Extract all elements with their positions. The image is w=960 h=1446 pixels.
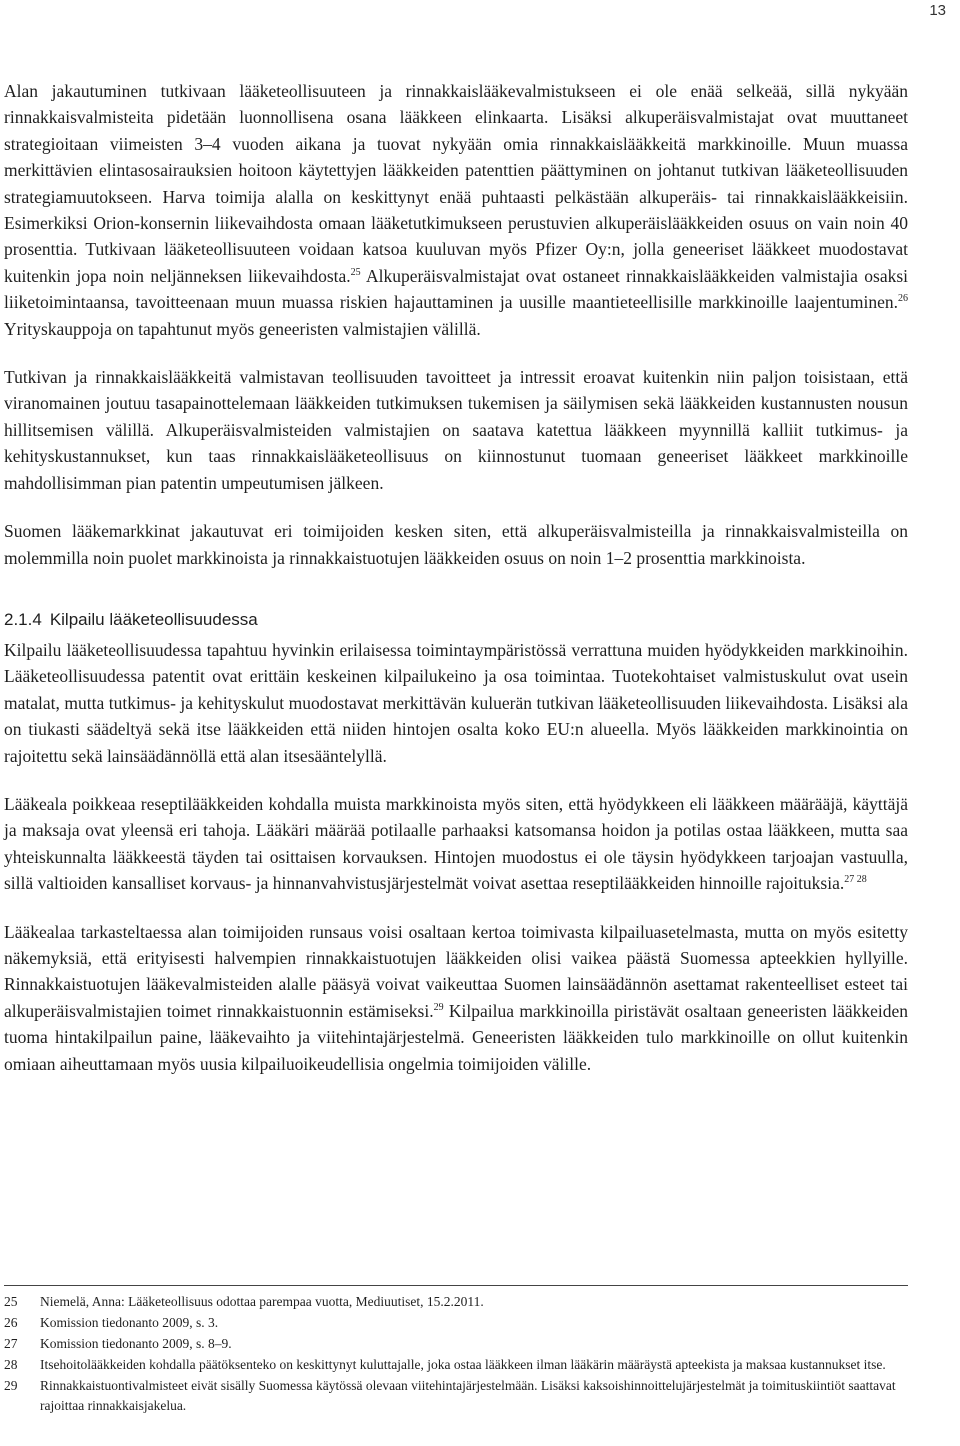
- footnote: [4, 1376, 908, 1416]
- footnote-list: [4, 1292, 908, 1416]
- footnote: [4, 1334, 908, 1354]
- footnote-divider: [4, 1285, 908, 1286]
- page-number: 13: [929, 2, 946, 19]
- section-title: Kilpailu lääketeollisuudessa: [49, 609, 258, 629]
- footnote-number: 29: [4, 1378, 18, 1393]
- footnote-number: 28: [4, 1357, 18, 1372]
- paragraph-text: Kilpailu lääketeollisuudessa tapahtuu hyvinkin erilaisessa toimintaympäristössä verrattuna muiden hyödykkeiden markkinoihin. Lääketeollisuudessa patentit ovat erittäin keskeinen kilpailukeino ja osa toimintaa. Tuotekohtaiset valmistuskulut ovat usein matalat, mutta tutkimus- ja kehityskulut muodostavat merkittävän kuluerän tutkivan lääketeollisuuden liikevaihdosta. Lisäksi ala on tiukasti säädeltyä sekä itse lääkkeiden että niiden hintojen osalta koko EU:n alueella. Myös lääkkeiden markkinointia on rajoitettu sekä lainsäädännöllä että alan itsesääntelyllä.: [4, 639, 908, 766]
- footnote-number: 27: [4, 1336, 18, 1351]
- paragraph-text: Alan jakautuminen tutkivaan lääketeollisuuteen ja rinnakkaislääkevalmistukseen ei ole enää selkeää, sillä nykyään rinnakkaisvalmisteita pidetään luonnollisena osana lääkkeen elinkaarta. Lisäksi alkuperäisvalmistajat ovat muuttaneet strategioitaan viimeisten 3–4 vuoden aikana ja tuovat nykyään omia rinnakkaislääkkeitä markkinoille. Muun muassa merkittävien elintasosairauksien hoitoon käytettyjen lääkkeiden patenttien päättyminen on johtanut tutkivan lääketeollisuuden strategiamuutokseen. Harva toimija alalla on keskittynyt enää puhtaasti pelkästään alkuperäis- tai rinnakkaislääkkeisiin. Esimerkiksi Orion-konsernin liikevaihdosta omaan lääketutkimukseen perustuvien alkuperäislääkkeiden osuus on vain noin 40 prosenttia. Tutkivaan lääketeollisuuteen voidaan katsoa kuuluvan myös Pfizer Oy:n, jolla geneeriset lääkkeet muodostavat kuitenkin jopa noin neljänneksen liikevaihdosta.: [4, 81, 908, 286]
- paragraph-text: Yrityskauppoja on tapahtunut myös geneeristen valmistajien välillä.: [4, 318, 481, 339]
- footnote: [4, 1313, 908, 1333]
- footnote: [4, 1355, 908, 1375]
- footnote-text: Rinnakkaistuontivalmisteet eivät sisälly Suomessa käytössä olevaan viitehintajärjestelmään. Lisäksi kaksoishinnoittelujärjestelmät ja toimituskiintiöt saattavat rajoittaa rinnakkaisjakelua.: [40, 1378, 896, 1413]
- footnote: [4, 1292, 908, 1312]
- paragraph-text: Kilpailua markkinoilla piristävät osaltaan geneeristen lääkkeiden tuoma hintakilpailun paine, lääkevaihto ja viitehintajärjestelmä. Geneeristen lääkkeiden tulo markkinoille on ollut kuitenkin omiaan aiheuttamaan myös uusia kilpailuoikeudellisia ongelmia toimijoiden välille.: [4, 1000, 909, 1074]
- paragraph-text: Tutkivan ja rinnakkaislääkkeitä valmistavan teollisuuden tavoitteet ja intressit eroavat kuitenkin niin paljon toisistaan, että viranomainen joutuu tasapainottelemaan lääkkeiden tutkimuksen tukemisen ja säilymisen sekä lääkkeiden kustannusten nousun hillitsemisen välillä. Alkuperäisvalmisteiden valmistajien on saatava katettua lääkkeen myynnillä kalliit tutkimus- ja kehityskustannukset, kun taas rinnakkaislääketeollisuus on kiinnostunut tuomaan geneeriset lääkkeet markkinoille mahdollisimman pian patentin umpeutumisen jälkeen.: [4, 367, 908, 493]
- body-text: [4, 78, 908, 1099]
- footnote-number: 26: [4, 1315, 18, 1330]
- paragraph: [4, 919, 908, 1077]
- paragraph: [4, 637, 908, 769]
- section-number: 2.1.4: [4, 609, 42, 629]
- footnote-reference: 26: [898, 293, 908, 305]
- paragraph-text: Lääkealaa tarkasteltaessa alan toimijoiden runsaus voisi osaltaan kertoa toimivasta kilpailuasetelmasta, mutta on myös esitetty näkemyksiä, että erityisesti halvempien rinnakkaistuotujen lääkkeiden olisi vaikea päästä Suomessa apteekkien hyllyille. Rinnakkaistuotujen lääkevalmisteiden alalle pääsyä voivat vaikeuttaa Suomen lainsäädännön asettamat rakenteelliset esteet tai alkuperäisvalmistajien toimet rinnakkaistuonnin estämiseksi.: [4, 921, 908, 1021]
- paragraph-text: Lääkeala poikkeaa reseptilääkkeiden kohdalla muista markkinoista myös siten, että hyödykkeen eli lääkkeen määrääjä, käyttäjä ja maksaja ovat yleensä eri tahoja. Lääkäri määrää potilaalle parhaaksi katsomansa hoidon ja potilas ostaa lääkkeen, mutta saa yhteiskunnalta lääkkeestä täyden tai osittaisen korvauksen. Hintojen muodostus ei ole täysin hyödykkeen tarjoajan vastuulla, sillä valtioiden kansalliset korvaus- ja hinnanvahvistusjärjestelmät voivat asettaa reseptilääkkeiden hinnoille rajoituksia.: [4, 793, 908, 894]
- footnote-text: Itsehoitolääkkeiden kohdalla päätöksenteko on keskittynyt kuluttajalle, joka ostaa lääkkeen ilman lääkärin määräystä apteekista ja maksaa kustannukset itse.: [40, 1357, 886, 1372]
- paragraph: [4, 518, 908, 571]
- paragraph: [4, 791, 908, 897]
- paragraph-text: Suomen lääkemarkkinat jakautuvat eri toimijoiden kesken siten, että alkuperäisvalmisteilla ja rinnakkaisvalmisteilla on molemmilla noin puolet markkinoista ja rinnakkaistuotujen lääkkeiden osuus on noin 1–2 prosenttia markkinoista.: [4, 521, 908, 568]
- paragraph-group-bottom: [4, 637, 908, 1077]
- footnote-number: 25: [4, 1294, 18, 1309]
- footnote-reference: 25: [350, 266, 361, 278]
- footnote-text: Komission tiedonanto 2009, s. 3.: [40, 1315, 219, 1330]
- paragraph: [4, 78, 908, 342]
- footnote-reference: 29: [433, 1001, 444, 1013]
- footnote-reference: 27 28: [844, 874, 867, 886]
- footnotes: [4, 1285, 908, 1417]
- footnote-text: Komission tiedonanto 2009, s. 8–9.: [40, 1336, 232, 1351]
- section-heading: [4, 607, 908, 633]
- footnote-text: Niemelä, Anna: Lääketeollisuus odottaa parempaa vuotta, Mediuutiset, 15.2.2011.: [40, 1294, 484, 1309]
- paragraph-group-top: [4, 78, 908, 571]
- paragraph-text: Alkuperäisvalmistajat ovat ostaneet rinnakkaislääkkeiden valmistajia osaksi liiketoimintaansa, tavoitteenaan muun muassa riskien hajauttaminen ja uusille maantieteellisille markkinoille laajentuminen.: [4, 265, 909, 313]
- paragraph: [4, 364, 908, 496]
